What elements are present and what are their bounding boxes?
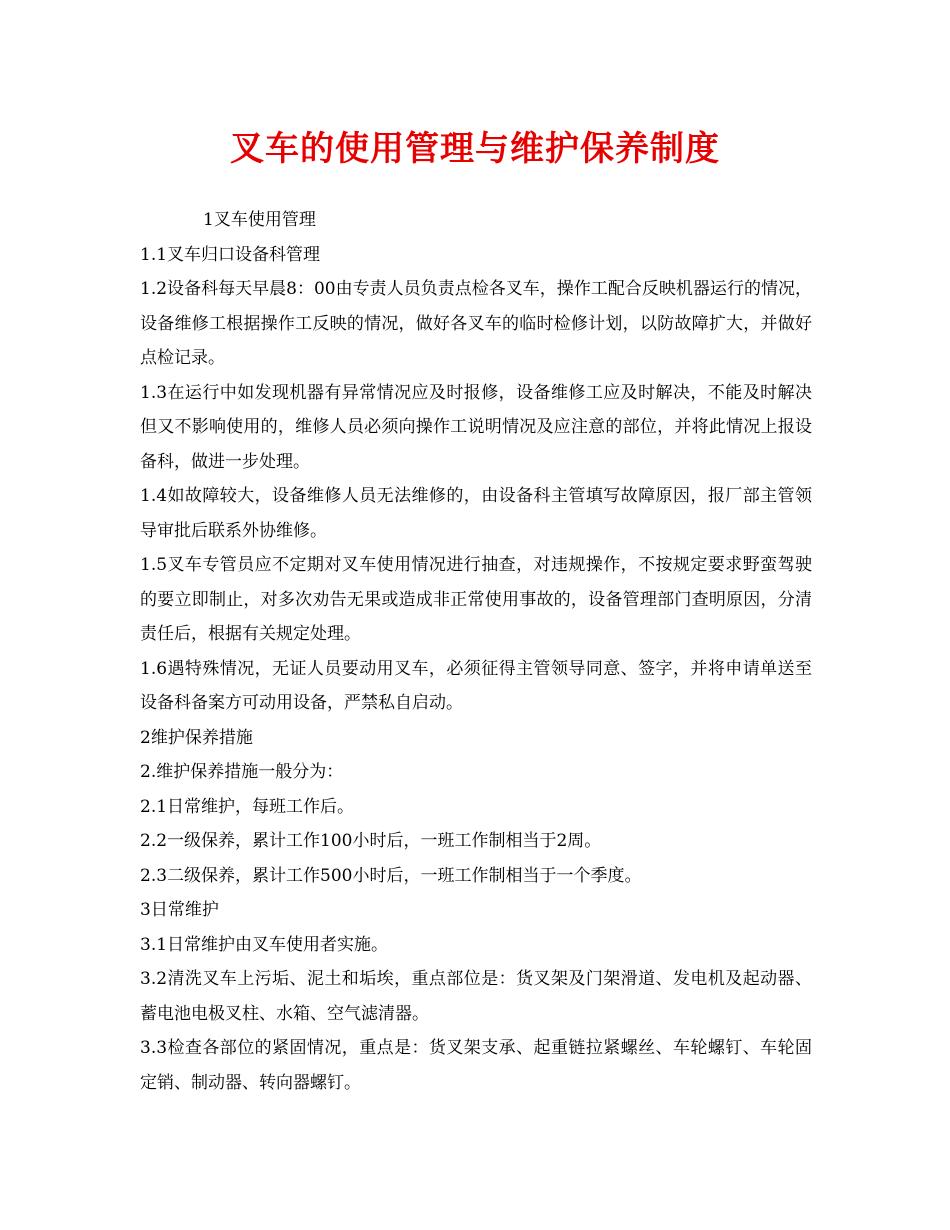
paragraph-2-0: 2.维护保养措施一般分为：	[140, 762, 344, 782]
paragraph-3-3: 3.3检查各部位的紧固情况，重点是：货叉架支承、起重链拉紧螺丝、车轮螺钉、车轮固定销、制动器、转向器螺钉。	[140, 1038, 812, 1093]
paragraph-2-3: 2.3二级保养，累计工作500小时后，一班工作制相当于一个季度。	[140, 865, 642, 886]
paragraph-3-1: 3.1日常维护由叉车使用者实施。	[140, 934, 389, 955]
paragraph-1-3: 1.3在运行中如发现机器有异常情况应及时报修，设备维修工应及时解决，不能及时解决但又不影响使用的，维修人员必须向操作工说明情况及应注意的部位，并将此情况上报设备科，做进一步处理。	[140, 382, 812, 472]
paragraph-1-5: 1.5叉车专管员应不定期对叉车使用情况进行抽查，对违规操作，不按规定要求野蛮驾驶的要立即制止，对多次劝告无果或造成非正常使用事故的，设备管理部门查明原因，分清责任后，根据有关规定处理。	[140, 555, 812, 644]
paragraph-1-4: 1.4如故障较大，设备维修人员无法维修的，由设备科主管填写故障原因，报厂部主管领导审批后联系外协维修。	[140, 486, 812, 541]
section-heading-2: 2维护保养措施	[140, 727, 253, 748]
paragraph-1-1: 1.1叉车归口设备科管理	[140, 244, 321, 265]
paragraph-2-1: 2.1日常维护，每班工作后。	[140, 796, 355, 817]
section-heading-1: 1叉车使用管理	[203, 210, 316, 230]
paragraph-2-2: 2.2一级保养，累计工作100小时后，一班工作制相当于2周。	[140, 831, 602, 851]
paragraph-1-6: 1.6遇特殊情况，无证人员要动用叉车，必须征得主管领导同意、签字，并将申请单送至设备科备案方可动用设备，严禁私自启动。	[140, 658, 812, 713]
paragraph-1-2: 1.2设备科每天早晨8：00由专责人员负责点检各叉车，操作工配合反映机器运行的情况，设备维修工根据操作工反映的情况，做好各叉车的临时检修计划，以防故障扩大，并做好点检记录。	[140, 279, 812, 368]
document-title: 叉车的使用管理与维护保养制度	[230, 129, 720, 169]
section-heading-3: 3日常维护	[140, 900, 219, 920]
paragraph-3-2: 3.2清洗叉车上污垢、泥土和垢埃，重点部位是：货叉架及门架滑道、发电机及起动器、蓄电池电极叉柱、水箱、空气滤清器。	[140, 969, 812, 1024]
document-body	[140, 203, 812, 1100]
